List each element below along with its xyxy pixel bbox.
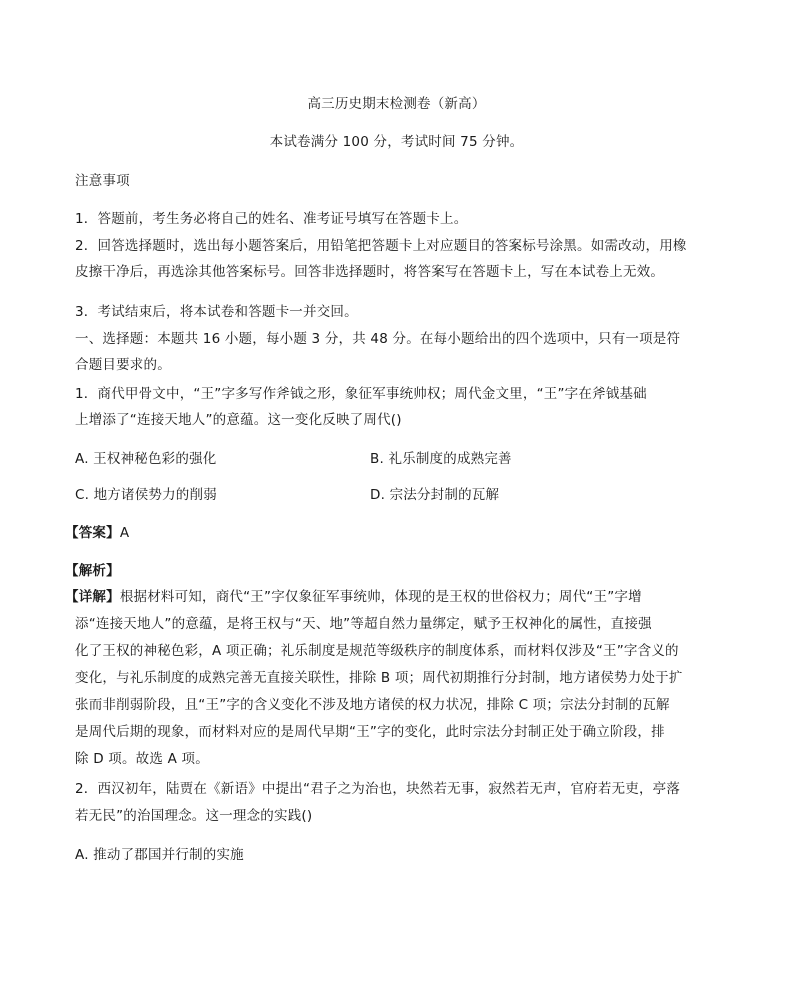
q2-stem-line-1: 2．西汉初年，陆贾在《新语》中提出“君子之为治也，块然若无事，寂然若无声，官府若无吏，亭落 [75,781,681,797]
q1-option-c: C. 地方诸侯势力的削弱 [75,487,217,503]
answer-value: A [119,525,130,541]
q1-detail-line-1 [65,587,642,607]
detail-text-1: 根据材料可知，商代“王”字仅象征军事统帅，体现的是王权的世俗权力；周代“王”字增 [119,589,642,605]
q1-detail-line-3: 化了王权的神秘色彩，A 项正确；礼乐制度是规范等级秩序的制度体系，而材料仅涉及“王”字含义的 [75,643,679,659]
q1-option-a: A. 王权神秘色彩的强化 [75,451,217,467]
section-heading-line-2: 合题目要求的。 [75,357,171,373]
note-item-1: 1．答题前，考生务必将自己的姓名、准考证号填写在答题卡上。 [75,211,468,227]
q1-detail-line-7: 除 D 项。故选 A 项。 [75,751,209,767]
q1-detail-line-4: 变化，与礼乐制度的成熟完善无直接关联性，排除 B 项；周代初期推行分封制，地方诸侯势力处于扩 [75,670,683,686]
q1-detail-line-2: 添“连接天地人”的意蕴，是将王权与“天、地”等超自然力量绑定，赋予王权神化的属性，直接强 [75,616,652,632]
notes-heading: 注意事项 [75,173,130,189]
note-item-2-line-2: 皮擦干净后，再选涂其他答案标号。回答非选择题时，将答案写在答题卡上，写在本试卷上无效。 [75,264,665,280]
q1-detail-line-5: 张而非削弱阶段，且“王”字的含义变化不涉及地方诸侯的权力状况，排除 C 项；宗法分封制的瓦解 [75,697,670,713]
q1-option-d: D. 宗法分封制的瓦解 [370,487,500,503]
note-item-2-line-1: 2．回答选择题时，选出每小题答案后，用铅笔把答题卡上对应题目的答案标号涂黑。如需改动，用橡 [75,238,687,254]
page-subtitle: 本试卷满分 100 分，考试时间 75 分钟。 [269,134,524,150]
q1-stem-line-2: 上增添了“连接天地人”的意蕴。这一变化反映了周代() [75,412,402,428]
q2-stem-line-2: 若无民”的治国理念。这一理念的实践() [75,808,313,824]
q1-option-b: B. 礼乐制度的成熟完善 [370,451,512,467]
q1-answer [65,523,129,543]
q2-option-a: A. 推动了郡国并行制的实施 [75,847,244,863]
answer-label: 【答案】 [65,525,120,541]
page-title: 高三历史期末检测卷（新高） [307,96,486,112]
note-item-3: 3．考试结束后，将本试卷和答题卡一并交回。 [75,304,358,320]
q1-stem-line-1: 1．商代甲骨文中，“王”字多写作斧钺之形，象征军事统帅权；周代金文里，“王”字在斧钺基础 [75,386,647,402]
analysis-label: 【解析】 [65,563,120,579]
q1-detail-line-6: 是周代后期的现象，而材料对应的是周代早期“王”字的变化，此时宗法分封制正处于确立阶段，排 [75,724,665,740]
section-heading-line-1: 一、选择题：本题共 16 小题，每小题 3 分，共 48 分。在每小题给出的四个选项中，只有一项是符 [75,331,681,347]
detail-label: 【详解】 [65,589,120,605]
